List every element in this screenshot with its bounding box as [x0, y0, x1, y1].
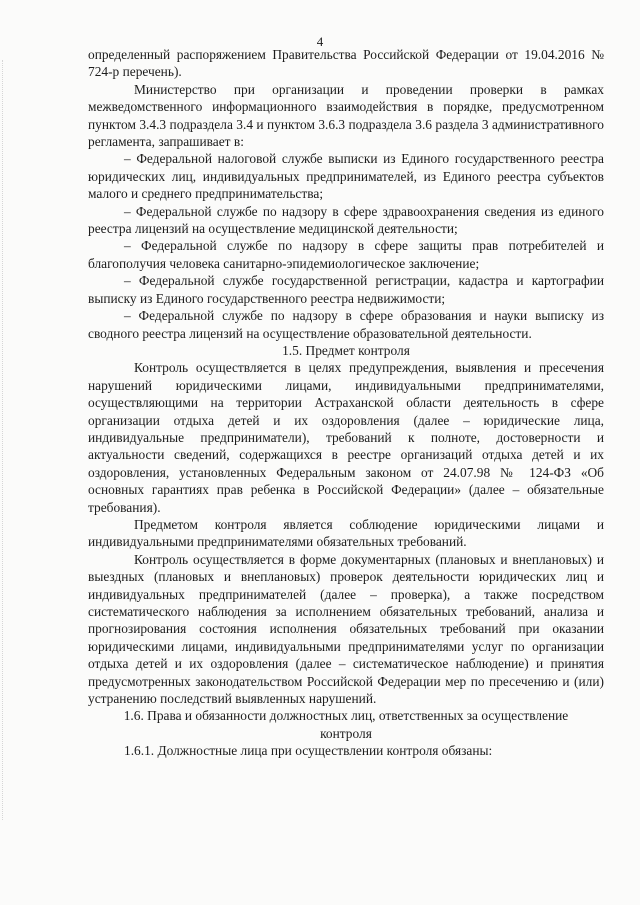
paragraph-ministry-requests: Министерство при организации и проведении проверки в рамках межведомственного информационного взаимодействия в порядке, предусмотренном пунктом 3.4.3 подраздела 3.4 и пунктом 3.6.3 подраздела 3.6 раздела 3 административного регламента, запрашивает в: [88, 81, 604, 150]
paragraph-control-purpose: Контроль осуществляется в целях предупреждения, выявления и пресечения нарушений юридическими лицами, индивидуальными предпринимателями, осуществляющими на территории Астраханской области деятельность в сфере организации отдыха детей и их оздоровления (далее – юридические лица, индивидуальные предприниматели), требований к полноте, достоверности и актуальности сведений, содержащихся в реестре организаций отдыха детей и их оздоровления, установленных Федеральным законом от 24.07.98 № 124-ФЗ «Об основных гарантиях прав ребенка в Российской Федерации» (далее – обязательные требования). [88, 360, 604, 515]
paragraph-control-form: Контроль осуществляется в форме документарных (плановых и внеплановых) и выездных (плановых и внеплановых) проверок деятельности юридических лиц и индивидуальных предпринимателей (далее – проверка), а также посредством систематического наблюдения за исполнением обязательных требований, анализа и прогнозирования состояния исполнения обязательных требований при оказании юридическими лицами, индивидуальными предпринимателями услуг по организации отдыха детей и их оздоровления (далее – систематическое наблюдение) и принятия предусмотренных законодательством Российской Федерации мер по пресечению и (или) устранению последствий выявленных нарушений. [88, 551, 604, 707]
document-body [88, 46, 604, 760]
section-heading-1-6: 1.6. Права и обязанности должностных лиц, ответственных за осуществление контроля [123, 708, 569, 741]
list-item-healthcare-service: – Федеральной службе по надзору в сфере здравоохранения сведения из единого реестра лицензий на осуществление медицинской деятельности; [88, 203, 604, 237]
paragraph-continued: определенный распоряжением Правительства Российской Федерации от 19.04.2016 № 724-р перечень). [88, 47, 604, 80]
list-item-tax-service: – Федеральной налоговой службе выписки из Единого государственного реестра юридических лиц, индивидуальных предпринимателей, из Единого реестра субъектов малого и среднего предпринимательства; [88, 151, 604, 202]
scan-margin-marks [2, 60, 9, 820]
page-number: 4 [316, 34, 324, 49]
list-item-cadastre-service: – Федеральной службе государственной регистрации, кадастра и картографии выписку из Единого государственного реестра недвижимости; [88, 273, 604, 306]
subsection-1-6-1: 1.6.1. Должностные лица при осуществлении контроля обязаны: [124, 743, 493, 759]
list-item-consumer-protection: – Федеральной службе по надзору в сфере защиты прав потребителей и благополучия человека санитарно-эпидемиологическое заключение; [88, 238, 604, 271]
section-heading-1-5: 1.5. Предмет контроля [282, 342, 410, 358]
paragraph-control-subject: Предметом контроля является соблюдение юридическими лицами и индивидуальными предпринимателями обязательных требований. [88, 516, 604, 550]
list-item-education-service: – Федеральной службе по надзору в сфере образования и науки выписку из сводного реестра лицензий на осуществление образовательной деятельности. [88, 308, 604, 341]
